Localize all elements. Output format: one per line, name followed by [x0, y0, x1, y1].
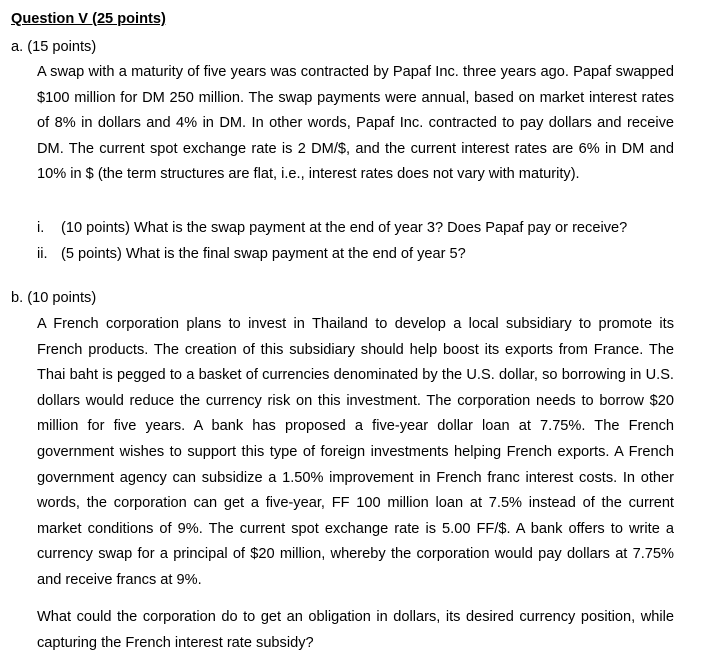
- part-b-body: A French corporation plans to invest in Thailand to develop a local subsidiary to promote its French products. The creation of this subsidiary should help boost its exports from France. The Thai baht is pegged to a basket of currencies denominated by the U.S. dollar, so borrowing in U.S. dollars would reduce the currency risk on this investment. The corporation needs to borrow $20 million for five years. A bank has proposed a five-year dollar loan at 7.75%. The French government wishes to support this type of foreign investments helping French exports. A French government agency can subsidize a 1.50% improvement in French franc interest costs. In other words, the corporation can get a five-year, FF 100 million loan at 7.5% instead of the current market conditions of 9%. The current spot exchange rate is 5.00 FF/$. A bank offers to write a currency swap for a principal of $20 million, whereby the corporation would pay dollars at 7.75% and receive francs at 9%.: [37, 316, 674, 588]
- part-a-item-ii: [37, 245, 466, 263]
- part-b-question: What could the corporation do to get an obligation in dollars, its desired currency position, while capturing the French interest rate subsidy?: [37, 609, 674, 651]
- item-text: (5 points) What is the final swap payment at the end of year 5?: [61, 246, 466, 262]
- item-number: ii.: [37, 246, 48, 262]
- item-text: (10 points) What is the swap payment at the end of year 3? Does Papaf pay or receive?: [61, 220, 628, 236]
- part-b-label: b. (10 points): [11, 290, 97, 306]
- question-title: Question V (25 points): [11, 11, 166, 27]
- part-a-label: a. (15 points): [11, 39, 97, 55]
- part-a-body: A swap with a maturity of five years was contracted by Papaf Inc. three years ago. Papaf swapped $100 million for DM 250 million. The swap payments were annual, based on market interest rates of 8% in dollars and 4% in DM. In other words, Papaf Inc. contracted to pay dollars and receive DM. The current spot exchange rate is 2 DM/$, and the current interest rates are 6% in DM and 10% in $ (the term structures are flat, i.e., interest rates does not vary with maturity).: [37, 64, 674, 183]
- item-number: i.: [37, 220, 45, 236]
- part-a-item-i: [37, 219, 627, 237]
